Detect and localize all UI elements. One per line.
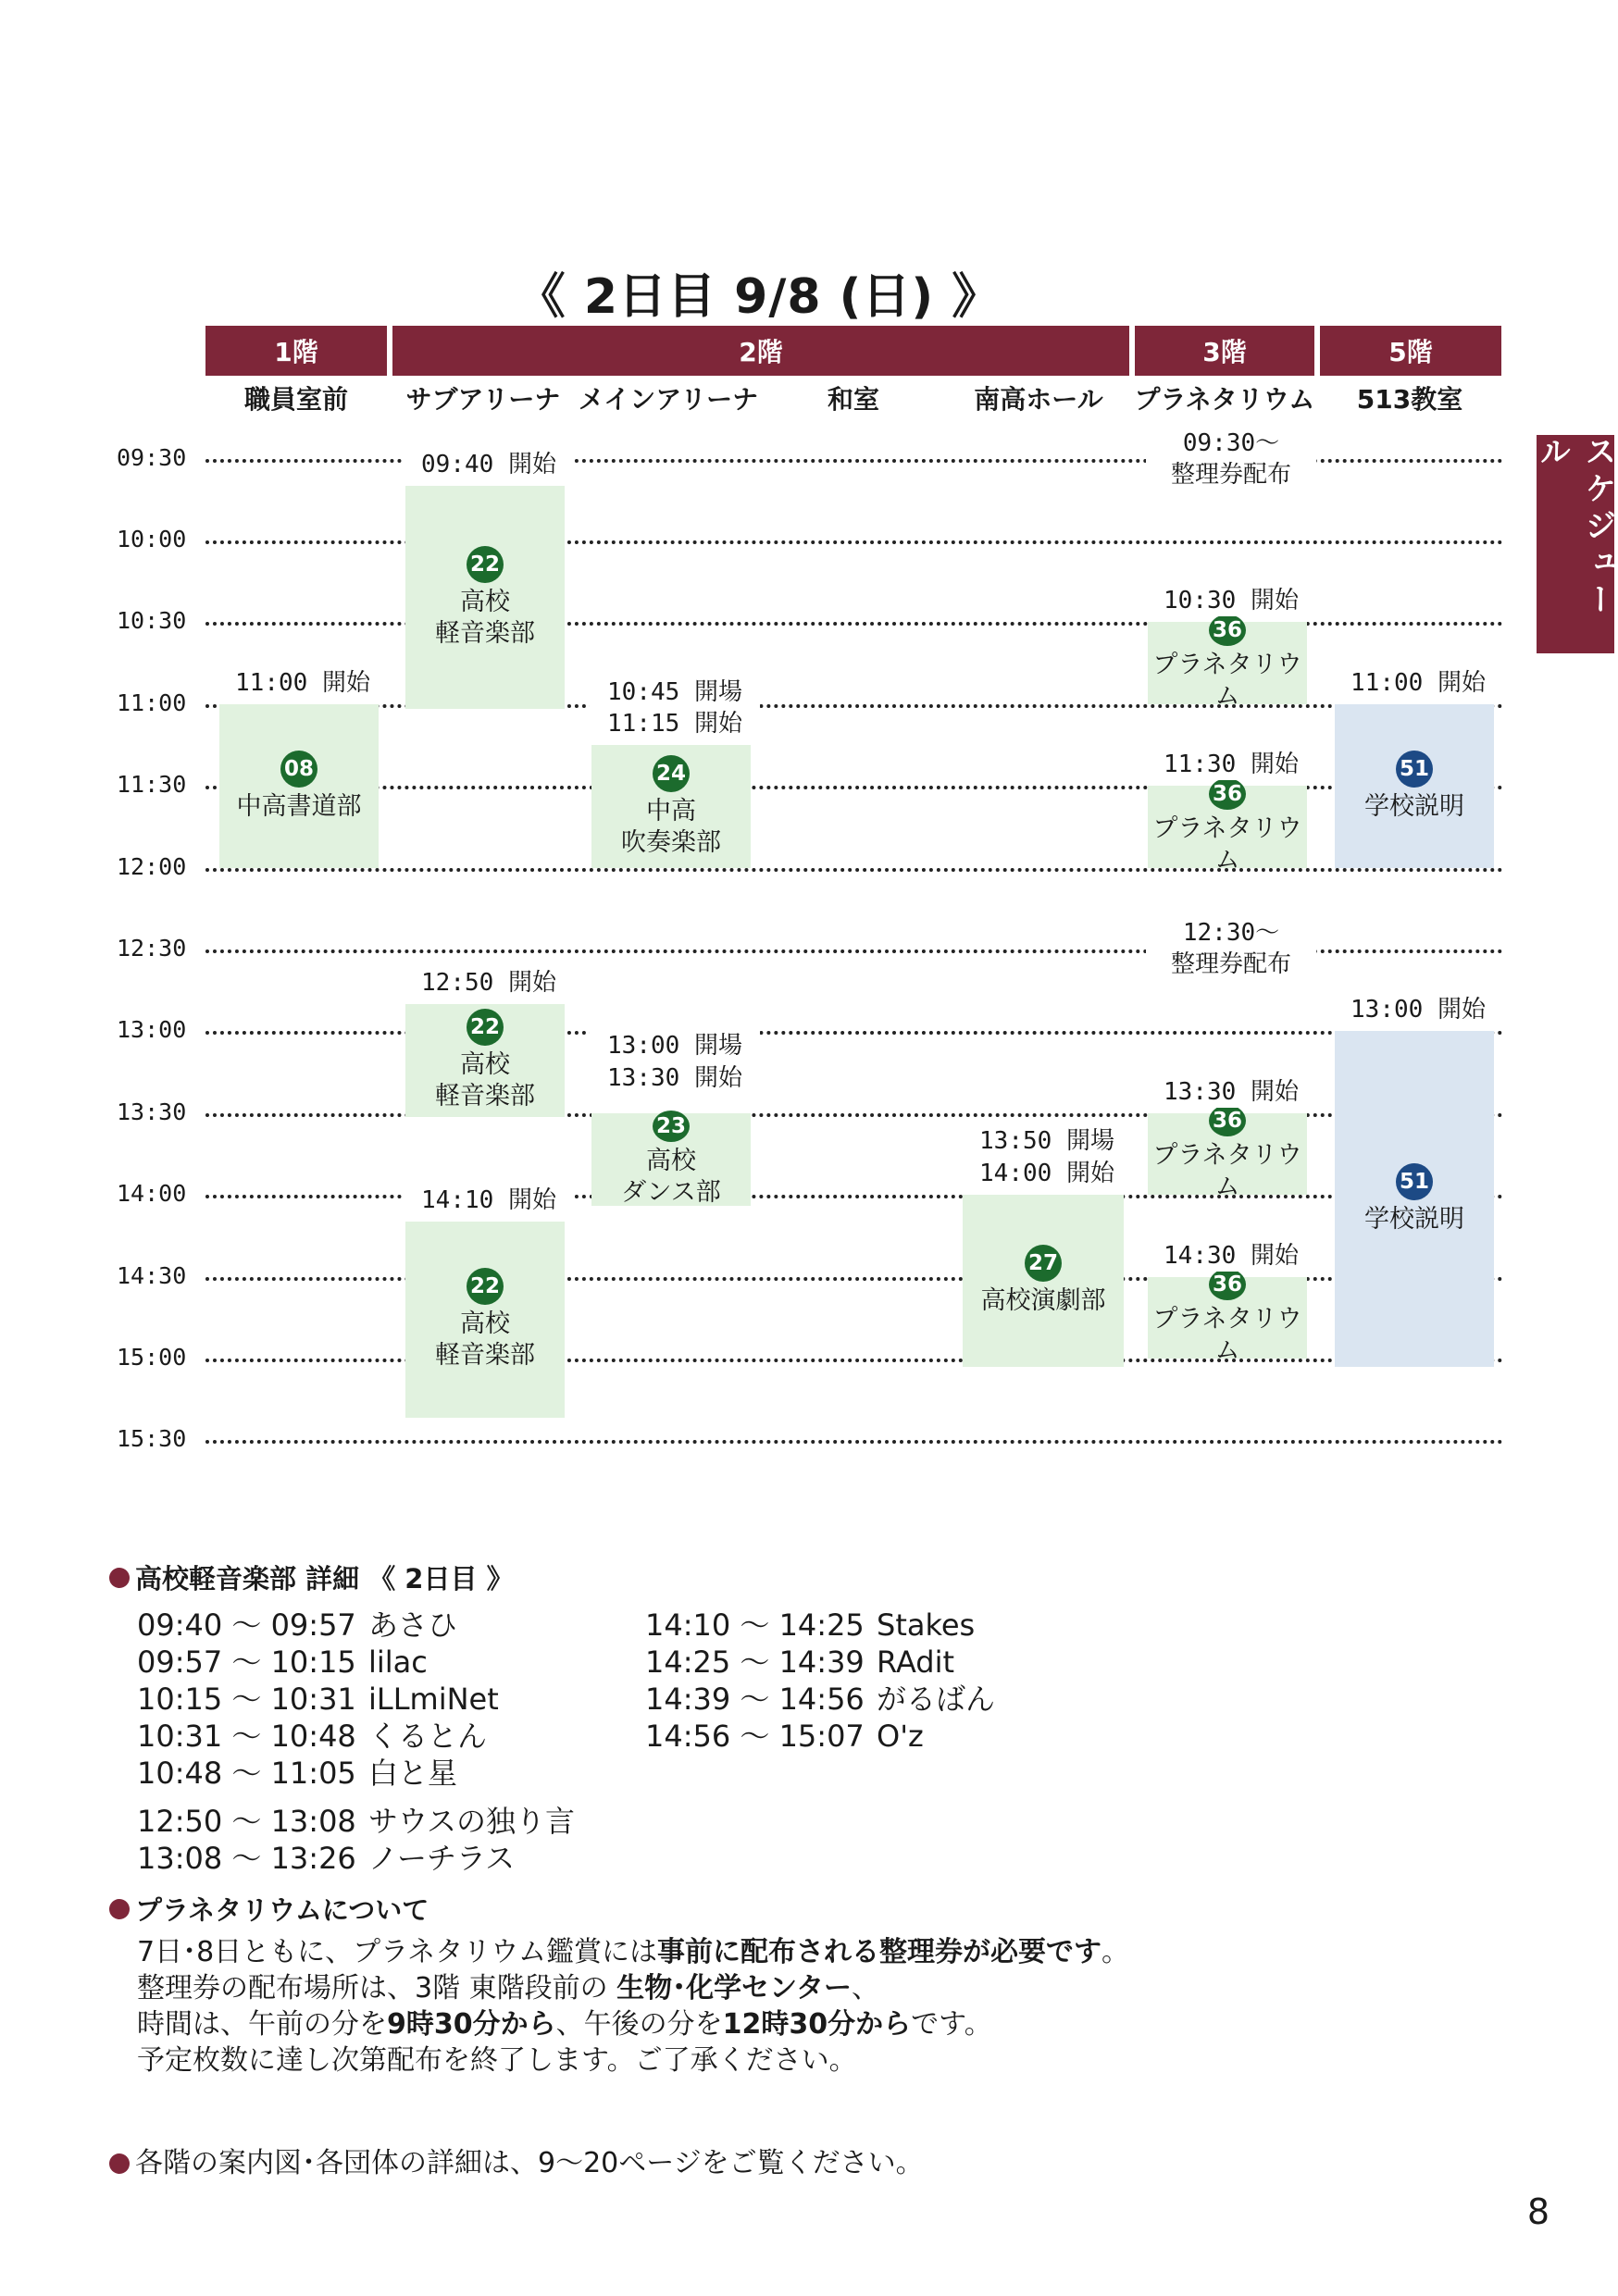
event-name: 学校説明 xyxy=(1364,791,1464,821)
band-time: 09:40 〜 09:57 xyxy=(137,1607,356,1643)
time-label: 14:30 xyxy=(117,1262,187,1289)
event-name-line1: 高校 xyxy=(460,1309,510,1338)
time-label: 15:30 xyxy=(117,1425,187,1452)
bullet-dot xyxy=(109,2153,130,2174)
band-list-right xyxy=(645,1607,995,1755)
band-time: 10:31 〜 10:48 xyxy=(137,1719,356,1754)
event-block-planetarium-4[interactable] xyxy=(1148,1272,1307,1365)
band-row xyxy=(645,1718,995,1755)
start-note: 13:00 開始 xyxy=(1333,994,1503,1025)
floor-5-header: 5階 xyxy=(1320,326,1501,376)
open-note: 10:45 開場 xyxy=(590,676,760,708)
planetarium-line-3 xyxy=(137,2006,1129,2042)
floor-1-header: 1階 xyxy=(205,326,387,376)
event-number-badge: 27 xyxy=(1025,1245,1062,1282)
grid-line xyxy=(205,1440,1503,1444)
text-span: 。 xyxy=(1101,1936,1129,1968)
band-time: 12:50 〜 13:08 xyxy=(137,1804,356,1839)
start-note: 14:30 開始 xyxy=(1146,1240,1316,1272)
planetarium-line-1 xyxy=(137,1934,1129,1970)
emphasis-text: 12時30分から xyxy=(722,2008,912,2041)
event-number-badge: 08 xyxy=(280,751,317,788)
grid-line xyxy=(205,622,1503,626)
band-row xyxy=(137,1755,575,1792)
planetarium-line-4: 予定枚数に達し次第配布を終了します。ご了承ください。 xyxy=(137,2044,857,2077)
grid-line xyxy=(205,1359,1503,1362)
event-name: プラネタリウム xyxy=(1152,650,1302,711)
grid-line xyxy=(205,540,1503,544)
band-name: O'z xyxy=(877,1719,924,1754)
text-span: 整理券の配布場所は、3階 東階段前の xyxy=(137,1972,617,2004)
event-block-brass-band[interactable] xyxy=(591,745,751,868)
band-row xyxy=(645,1607,995,1644)
emphasis-text: 9時30分から xyxy=(387,2008,556,2041)
ticket-note-label: 整理券配布 xyxy=(1146,949,1316,980)
event-block-planetarium-1[interactable] xyxy=(1148,617,1307,711)
time-label: 10:00 xyxy=(117,526,187,552)
bullet-dot xyxy=(109,1568,130,1588)
event-number-badge: 22 xyxy=(467,546,504,583)
start-note: 13:30 開始 xyxy=(590,1062,760,1094)
time-label: 11:00 xyxy=(117,689,187,716)
event-name: 学校説明 xyxy=(1364,1204,1464,1234)
time-label: 10:30 xyxy=(117,607,187,634)
start-note: 14:00 開始 xyxy=(962,1158,1132,1189)
band-row xyxy=(137,1718,575,1755)
planetarium-info xyxy=(137,1934,1129,2079)
band-name: iLLmiNet xyxy=(368,1682,499,1717)
band-name: ノーチラス xyxy=(368,1841,516,1876)
band-time: 14:56 〜 15:07 xyxy=(645,1719,865,1754)
event-name-line2: 軽音楽部 xyxy=(435,1082,535,1111)
event-number-badge: 36 xyxy=(1209,614,1246,646)
time-label: 11:30 xyxy=(117,771,187,798)
time-label: 12:00 xyxy=(117,853,187,880)
room-main-arena: メインアリーナ xyxy=(578,384,759,415)
band-name: RAdit xyxy=(877,1644,955,1680)
event-name-line1: 高校 xyxy=(646,1147,696,1175)
band-row xyxy=(645,1681,995,1718)
band-section-title: 高校軽音楽部 詳細 《 2日目 》 xyxy=(135,1563,514,1595)
room-minami-hall: 南高ホール xyxy=(974,384,1103,415)
start-note: 13:30 開始 xyxy=(1146,1076,1316,1108)
start-note: 12:50 開始 xyxy=(404,967,574,999)
band-name: くるとん xyxy=(368,1719,488,1754)
start-note: 14:10 開始 xyxy=(404,1185,574,1216)
event-block-planetarium-3[interactable] xyxy=(1148,1109,1307,1201)
band-name: あさひ xyxy=(368,1607,458,1643)
event-name-line2: ダンス部 xyxy=(621,1178,721,1207)
grid-line xyxy=(205,1277,1503,1281)
event-block-school-info-2[interactable] xyxy=(1335,1031,1494,1367)
event-name-line2: 軽音楽部 xyxy=(435,1341,535,1370)
event-block-dance[interactable] xyxy=(591,1113,751,1206)
band-row xyxy=(137,1803,575,1840)
event-name-line1: 高校 xyxy=(460,587,510,616)
room-sub-arena: サブアリーナ xyxy=(405,384,561,415)
time-label: 15:00 xyxy=(117,1344,187,1371)
band-row xyxy=(137,1840,575,1877)
event-number-badge: 22 xyxy=(467,1009,504,1046)
event-block-school-info-1[interactable] xyxy=(1335,704,1494,868)
event-name-line1: 中高 xyxy=(646,796,696,825)
band-name: Stakes xyxy=(877,1607,976,1643)
floor-2-header: 2階 xyxy=(392,326,1129,376)
event-number-badge: 36 xyxy=(1209,1269,1246,1300)
text-span: 、午後の分を xyxy=(555,2008,723,2041)
event-name-line2: 軽音楽部 xyxy=(435,618,535,648)
room-staff-room: 職員室前 xyxy=(243,384,348,415)
event-name: プラネタリウム xyxy=(1152,1305,1302,1365)
room-planetarium: プラネタリウム xyxy=(1134,384,1315,415)
event-number-badge: 24 xyxy=(653,755,690,792)
event-name: プラネタリウム xyxy=(1152,1141,1302,1201)
band-name: lilac xyxy=(368,1644,428,1680)
event-block-light-music-1[interactable] xyxy=(405,486,565,709)
guide-note xyxy=(109,2145,924,2181)
emphasis-text: 生物･化学センター xyxy=(616,1972,852,2004)
time-label: 13:00 xyxy=(117,1016,187,1043)
start-note: 11:30 開始 xyxy=(1146,749,1316,780)
text-span: 、 xyxy=(851,1972,879,2004)
room-japanese-room: 和室 xyxy=(827,384,879,415)
event-name-line1: 高校 xyxy=(460,1050,510,1079)
event-number-badge: 36 xyxy=(1209,1105,1246,1136)
band-row xyxy=(137,1644,575,1681)
band-name: サウスの独り言 xyxy=(368,1804,576,1839)
ticket-note-time: 09:30〜 xyxy=(1146,428,1316,459)
open-note: 13:00 開場 xyxy=(590,1030,760,1061)
text-span: 7日･8日ともに、プラネタリウム鑑賞には xyxy=(137,1936,657,1968)
time-label: 13:30 xyxy=(117,1098,187,1125)
guide-note-text: 各階の案内図･各団体の詳細は、9〜20ページをご覧ください。 xyxy=(135,2147,924,2179)
band-row xyxy=(645,1644,995,1681)
grid-line xyxy=(205,1031,1503,1035)
planetarium-section-heading xyxy=(109,1890,429,1928)
page-number: 8 xyxy=(1526,2191,1550,2232)
page-title: 《 2日目 9/8 (日) 》 xyxy=(517,269,1002,325)
time-label: 14:00 xyxy=(117,1180,187,1207)
event-block-light-music-2[interactable] xyxy=(405,1004,565,1117)
room-513: 513教室 xyxy=(1356,384,1463,415)
grid-line xyxy=(205,1195,1503,1198)
start-note: 10:30 開始 xyxy=(1146,585,1316,616)
planetarium-line-2 xyxy=(137,1970,1129,2006)
event-block-drama[interactable] xyxy=(963,1195,1124,1367)
event-block-light-music-3[interactable] xyxy=(405,1222,565,1418)
band-time: 10:48 〜 11:05 xyxy=(137,1756,356,1791)
ticket-note-label: 整理券配布 xyxy=(1146,459,1316,490)
band-list-left xyxy=(137,1607,575,1877)
start-note: 11:00 開始 xyxy=(220,667,385,699)
text-span: です。 xyxy=(911,2008,992,2041)
start-note: 11:00 開始 xyxy=(1333,667,1503,699)
emphasis-text: 事前に配布される整理券が必要です xyxy=(656,1936,1101,1968)
band-row xyxy=(137,1607,575,1644)
grid-line xyxy=(205,868,1503,872)
band-name: 白と星 xyxy=(368,1756,458,1791)
band-time: 13:08 〜 13:26 xyxy=(137,1841,356,1876)
band-time: 09:57 〜 10:15 xyxy=(137,1644,356,1680)
time-label: 12:30 xyxy=(117,935,187,962)
event-block-calligraphy[interactable] xyxy=(219,704,379,868)
event-number-badge: 51 xyxy=(1396,751,1433,788)
start-note: 09:40 開始 xyxy=(404,449,574,480)
event-name-line2: 吹奏楽部 xyxy=(621,827,721,857)
band-name: がるばん xyxy=(877,1682,996,1717)
band-time: 10:15 〜 10:31 xyxy=(137,1682,356,1717)
event-number-badge: 23 xyxy=(653,1111,690,1142)
planetarium-section-title: プラネタリウムについて xyxy=(135,1894,429,1926)
side-tab-schedule[interactable]: スケジュール xyxy=(1537,435,1614,653)
grid-line xyxy=(205,1113,1503,1117)
event-name: 中高書道部 xyxy=(236,791,362,821)
ticket-note-time: 12:30〜 xyxy=(1146,917,1316,949)
text-span: 時間は、午前の分を xyxy=(137,2008,387,2041)
band-time: 14:39 〜 14:56 xyxy=(645,1682,865,1717)
time-label: 09:30 xyxy=(117,444,187,471)
floor-3-header: 3階 xyxy=(1135,326,1314,376)
event-name: 高校演劇部 xyxy=(980,1286,1106,1315)
start-note: 11:15 開始 xyxy=(590,708,760,739)
band-time: 14:25 〜 14:39 xyxy=(645,1644,865,1680)
band-section-heading xyxy=(109,1558,514,1596)
open-note: 13:50 開場 xyxy=(962,1125,1132,1157)
event-name: プラネタリウム xyxy=(1152,813,1302,875)
bullet-dot xyxy=(109,1899,130,1919)
band-row xyxy=(137,1681,575,1718)
event-number-badge: 51 xyxy=(1396,1163,1433,1200)
event-number-badge: 22 xyxy=(467,1268,504,1305)
band-time: 14:10 〜 14:25 xyxy=(645,1607,865,1643)
grid-line xyxy=(205,704,1503,708)
event-number-badge: 36 xyxy=(1209,778,1246,810)
grid-line xyxy=(205,786,1503,789)
event-block-planetarium-2[interactable] xyxy=(1148,781,1307,875)
